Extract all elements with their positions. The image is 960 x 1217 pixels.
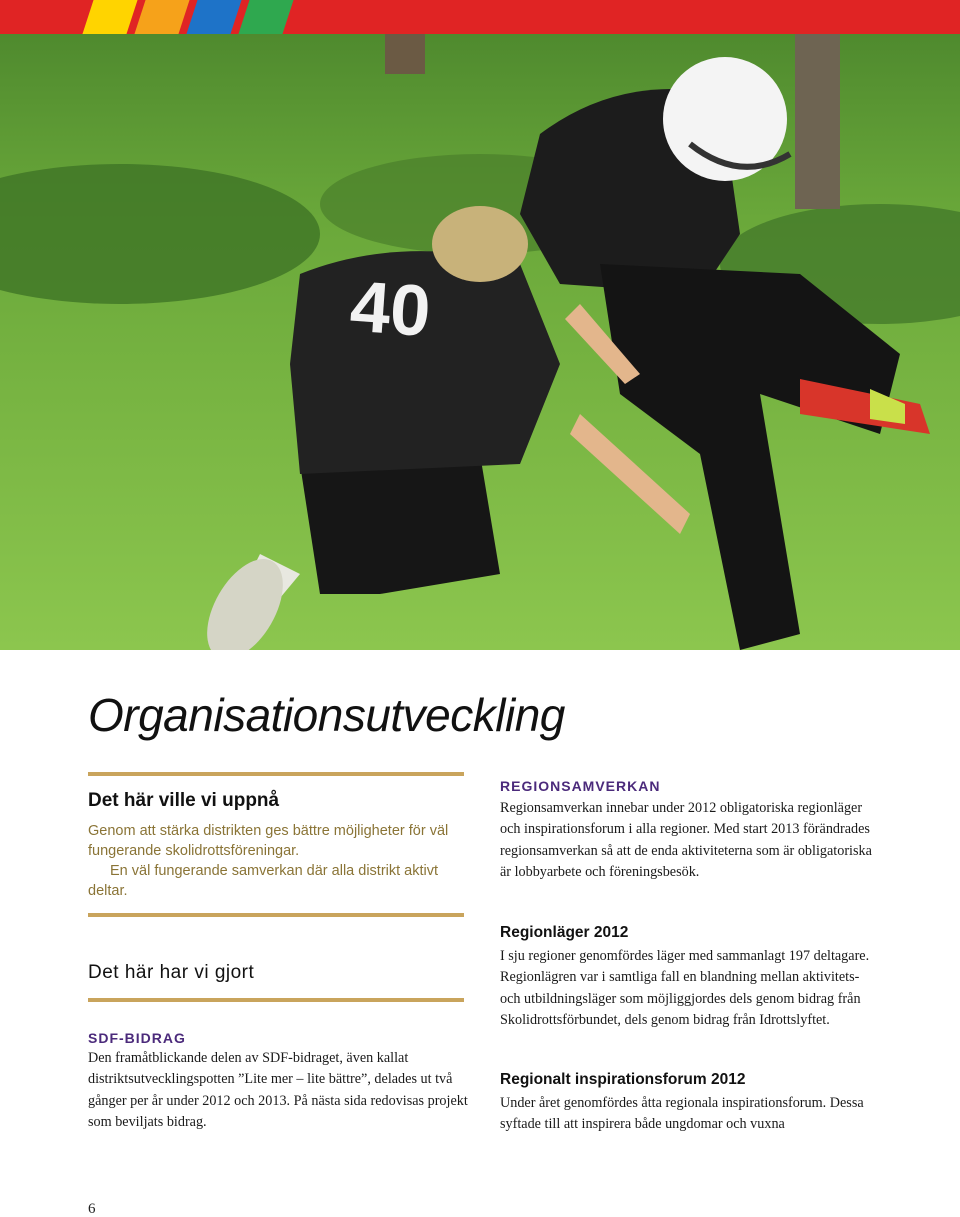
camp-paragraph: I sju regioner genomfördes läger med sammanlagt 197 deltagare. Regionlägren var i samtliga fall en blandning mellan aktivitets- och utbildningsläger som möjliggjordes dels genom bidrag från Skolidrottsförbundet, dels genom bidrag från Idrottslyftet. <box>500 948 870 1028</box>
goal-text <box>88 821 468 901</box>
forum-heading: Regionalt inspirationsforum 2012 <box>500 1071 746 1088</box>
orange-stripe <box>134 0 189 34</box>
sdf-subheading: SDF-BIDRAG <box>88 1030 186 1046</box>
page-title: Organisationsutveckling <box>88 689 565 741</box>
forum-paragraph: Under året genomfördes åtta regionala inspirationsforum. Dessa syftade till att inspirera både ungdomar och vuxna <box>500 1095 864 1133</box>
divider-rule <box>88 772 464 776</box>
photo-illustration <box>0 34 960 650</box>
goal-line-1: Genom att stärka distrikten ges bättre möjligheter för väl fungerande skolidrottsföreningar. <box>88 823 449 859</box>
camp-heading: Regionläger 2012 <box>500 924 629 941</box>
blue-stripe <box>186 0 241 34</box>
region-paragraph: Regionsamverkan innebar under 2012 obligatoriska regionläger och inspirationsforum i alla regioner. Med start 2013 förändrades regionsamverkan så att de enda aktiviteterna som är obligatoriska är lobbyarbete och föreningsbesök. <box>500 800 872 880</box>
top-color-bar <box>0 0 960 34</box>
divider-rule <box>88 913 464 917</box>
goal-line-2: En väl fungerande samverkan där alla distrikt aktivt deltar. <box>88 863 439 899</box>
page-number: 6 <box>88 1201 96 1217</box>
divider-rule <box>88 998 464 1002</box>
done-heading: Det här har vi gjort <box>88 962 255 983</box>
yellow-stripe <box>82 0 137 34</box>
region-subheading: REGIONSAMVERKAN <box>500 778 661 794</box>
football-photo <box>0 34 960 650</box>
jersey-number: 40 <box>347 266 434 353</box>
green-stripe <box>238 0 293 34</box>
goal-heading: Det här ville vi uppnå <box>88 790 280 811</box>
sdf-paragraph: Den framåtblickande delen av SDF-bidraget, även kallat distriktsutvecklingspotten ”Lite mer – lite bättre”, delades ut två gånger per år under 2012 och 2013. På nästa sida redovisas projekt som beviljats bidrag. <box>88 1050 468 1130</box>
